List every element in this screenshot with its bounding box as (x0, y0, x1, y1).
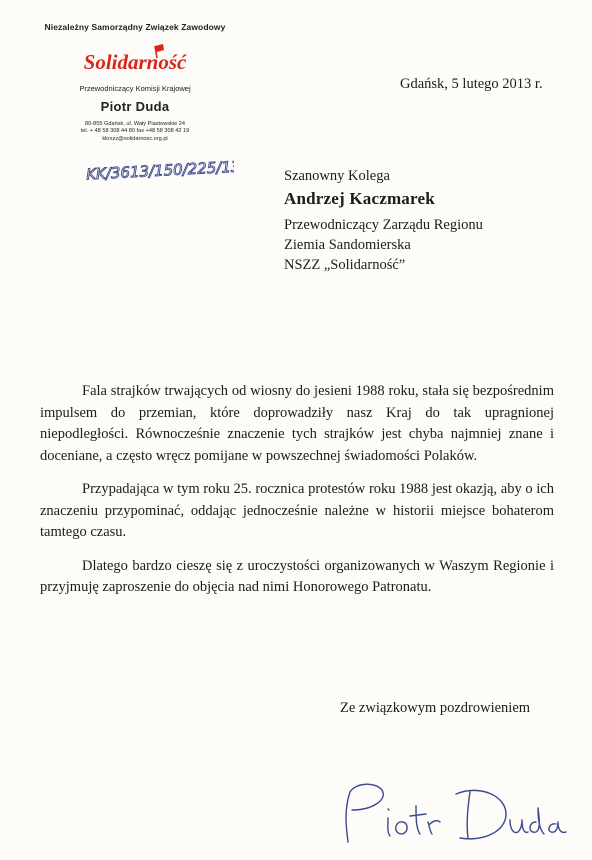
handwritten-reference-number (84, 154, 234, 184)
address-line: 80-855 Gdańsk, ul. Wały Piastowskie 24 (85, 121, 185, 127)
greeting: Szanowny Kolega (284, 168, 390, 184)
closing-phrase: Ze związkowym pozdrowieniem (340, 700, 531, 716)
letter-date: Gdańsk, 5 lutego 2013 r. (400, 76, 543, 92)
letterhead (20, 22, 250, 143)
reference-number-text: KK/3613/150/225/13 (85, 157, 234, 184)
letterhead-name: Piotr Duda (100, 99, 170, 114)
addressee-line: Ziemia Sandomierska (284, 237, 411, 253)
email-line: kkrszz@solidarnosc.org.pl (102, 135, 168, 142)
body-paragraph: Fala strajków trwających od wiosny do jesieni 1988 roku, stała się bezpośrednim impulsem do przemian, które doprowadziły nasz Kraj do tak upragnionej niepodległości. Równocześnie znaczenie tych strajków jest chyba najmniej znane i doceniane, a często wręcz pomijane w powszechnej świadomości Polaków. (40, 383, 554, 464)
addressee-block (284, 166, 483, 275)
addressee-name: Andrzej Kaczmarek (284, 189, 435, 208)
role-title: Przewodniczący Komisji Krajowej (79, 84, 191, 93)
letterhead-address (20, 121, 250, 143)
handwritten-signature (330, 776, 570, 854)
addressee-line: Przewodniczący Zarządu Regionu (284, 217, 483, 233)
logo-text: Solidarność (83, 50, 187, 74)
solidarnosc-logo (20, 44, 250, 74)
body-paragraph: Dlatego bardzo cieszę się z uroczystości organizowanych w Waszym Regionie i przyjmuję zaproszenie do objęcia nad nimi Honorowego Patronatu. (40, 557, 554, 595)
letter-body (40, 381, 554, 611)
phone-fax-line: tel. + 48 58 308 44 80 fax +48 58 308 42 19 (80, 128, 190, 135)
addressee-line: NSZZ „Solidarność” (284, 257, 406, 273)
body-paragraph: Przypadająca w tym roku 25. rocznica protestów roku 1988 jest okazją, aby o ich znaczeniu przypominać, oddając jednocześnie należne w historii miejsce bohaterom tamtego czasu. (40, 481, 554, 540)
organization-name: Niezależny Samorządny Związek Zawodowy (44, 22, 226, 32)
